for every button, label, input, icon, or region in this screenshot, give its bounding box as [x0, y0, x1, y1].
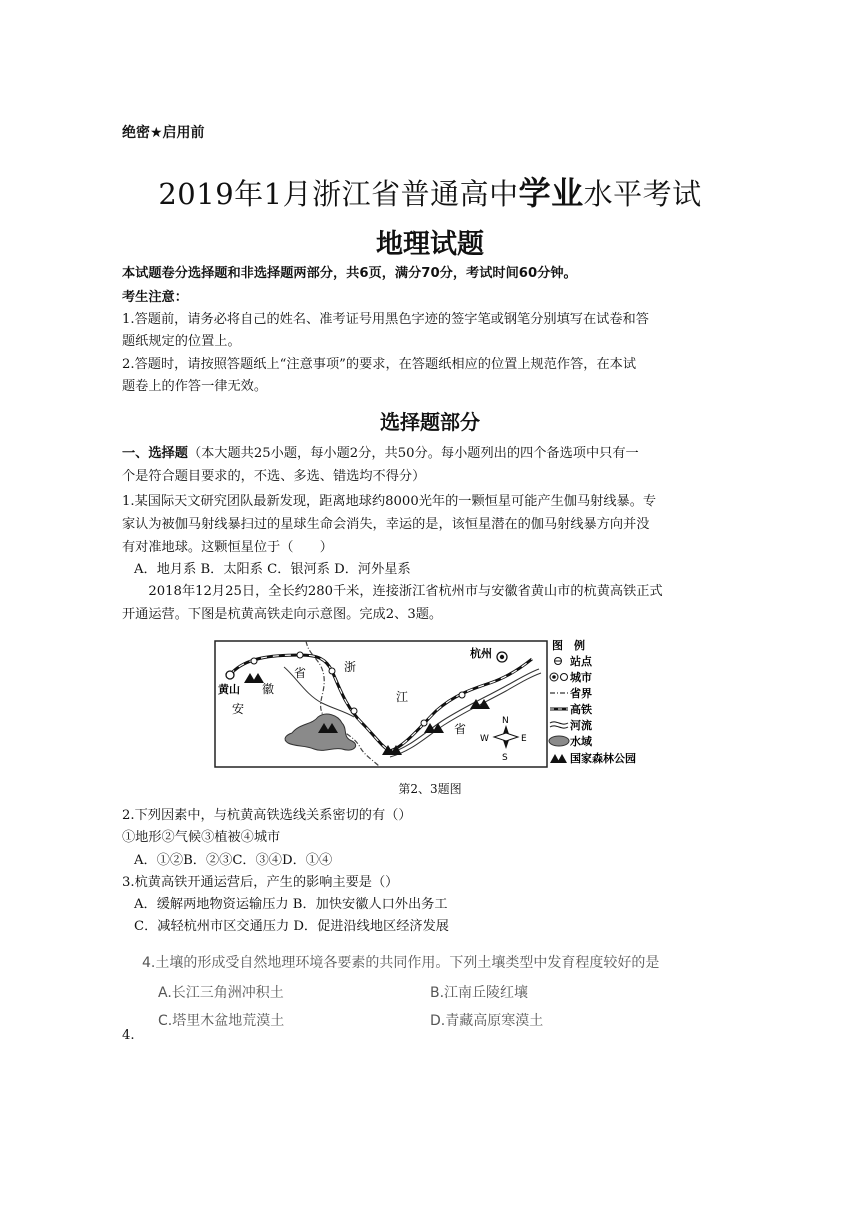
q4-image	[142, 948, 742, 1034]
city-hangzhou-dot	[500, 655, 504, 659]
q4-option-c: C.塔里木盆地荒漠土	[158, 1013, 285, 1029]
label-sheng2: 省	[454, 722, 467, 736]
q2-options: A．①②B．②③C．③④D．①④	[134, 853, 333, 868]
legend-railway	[550, 702, 592, 716]
station-2	[297, 652, 303, 658]
context-line2: 开通运营。下图是杭黄高铁走向示意图。完成2、3题。	[122, 607, 443, 622]
station-1	[251, 658, 257, 664]
note-2b: 题卷上的作答一律无效。	[122, 379, 268, 394]
q1-line2: 家认为被伽马射线暴扫过的星球生命会消失，幸运的是，该恒星潜在的伽马射线暴方向并没	[122, 517, 650, 532]
compass-w: W	[480, 734, 489, 744]
q3-options-a: A．缓解两地物资运输压力 B．加快安徽人口外出务工	[134, 897, 448, 912]
label-sheng1: 省	[294, 666, 307, 680]
q4-option-b: B.江南丘陵红壤	[430, 985, 529, 1001]
context-line1: 2018年12月25日，全长约280千米，连接浙江省杭州市与安徽省黄山市的杭黄高铁正式	[148, 584, 663, 599]
legend-water-label: 水域	[570, 735, 592, 748]
legend-station	[555, 654, 593, 668]
legend-city	[550, 670, 592, 684]
exam-summary: 本试题卷分选择题和非选择题两部分，共6页，满分70分，考试时间60分钟。	[122, 266, 577, 281]
label-jiang: 江	[396, 690, 409, 704]
q1-line1: 1.某国际天文研究团队最新发现，距离地球约8000光年的一颗恒星可能产生伽马射线暴。专	[122, 494, 657, 509]
compass-n: N	[502, 716, 509, 726]
part-desc-text: （本大题共25小题，每小题2分，共50分。每小题列出的四个备选项中只有一	[187, 446, 639, 461]
city-huangshan	[226, 671, 234, 679]
legend-water	[549, 734, 593, 748]
note-1b: 题纸规定的位置上。	[122, 334, 241, 349]
label-huangshan: 黄山	[218, 683, 240, 696]
title-big: 学业	[518, 174, 584, 212]
q3-options-b: C．减轻杭州市区交通压力 D．促进沿线地区经济发展	[134, 919, 449, 934]
legend-boundary	[550, 686, 592, 700]
notice-heading: 考生注意：	[122, 290, 188, 305]
title-pre: 2019年1月浙江省普通高中	[158, 177, 519, 211]
label-zhe: 浙	[344, 660, 357, 674]
legend-railway-label: 高铁	[570, 703, 592, 716]
part-desc-b: 个是符合题目要求的，不选、多选、错选均不得分）	[122, 469, 426, 484]
station-5	[421, 720, 427, 726]
legend-city-label: 城市	[570, 671, 592, 684]
q4-stem: 4.土壤的形成受自然地理环境各要素的共同作用。下列土壤类型中发育程度较好的是	[142, 955, 660, 971]
legend-river	[550, 718, 592, 732]
legend-forest-park	[550, 751, 636, 765]
map-caption: 第2、3题图	[398, 782, 462, 796]
part-desc-a	[122, 442, 742, 465]
title-post: 水平考试	[583, 177, 702, 211]
label-hui: 徽	[262, 682, 275, 696]
label-hangzhou: 杭州	[470, 647, 492, 660]
compass-s: S	[502, 753, 508, 763]
legend-boundary-label: 省界	[570, 687, 592, 700]
station-4	[351, 708, 357, 714]
q1-line3: 有对准地球。这颗恒星位于（ ）	[122, 540, 333, 555]
q4-number: 4.	[122, 1028, 135, 1043]
exam-title	[0, 168, 860, 214]
label-an: 安	[232, 702, 245, 716]
railway-map-figure	[214, 637, 704, 769]
q1-options: A．地月系 B．太阳系 C．银河系 D．河外星系	[134, 562, 411, 577]
part-label: 一、选择题	[122, 446, 188, 461]
legend-river-label: 河流	[570, 719, 592, 732]
q3-stem: 3.杭黄高铁开通运营后，产生的影响主要是（）	[122, 875, 399, 890]
q4-option-a: A.长江三角洲冲积土	[158, 985, 284, 1001]
compass-e: E	[521, 734, 527, 744]
station-3	[329, 668, 335, 674]
section-title: 选择题部分	[380, 410, 480, 434]
note-2a: 2.答题时，请按照答题纸上“注意事项”的要求，在答题纸相应的位置上规范作答，在本试	[122, 357, 636, 372]
q2-stem: 2.下列因素中，与杭黄高铁选线关系密切的有（）	[122, 808, 412, 823]
exam-subtitle: 地理试题	[376, 229, 484, 260]
note-1a: 1.答题前，请务必将自己的姓名、准考证号用黑色字迹的签字笔或钢笔分别填写在试卷和答	[122, 312, 649, 327]
confidential-label: 绝密★启用前	[122, 125, 205, 141]
legend-title: 图 例	[552, 639, 585, 652]
legend-station-label: 站点	[570, 655, 592, 668]
station-6	[459, 692, 465, 698]
q2-factors: ①地形②气候③植被④城市	[122, 830, 281, 845]
legend-forest-label: 国家森林公园	[570, 752, 636, 765]
q4-option-d: D.青藏高原寒漠土	[430, 1013, 544, 1029]
